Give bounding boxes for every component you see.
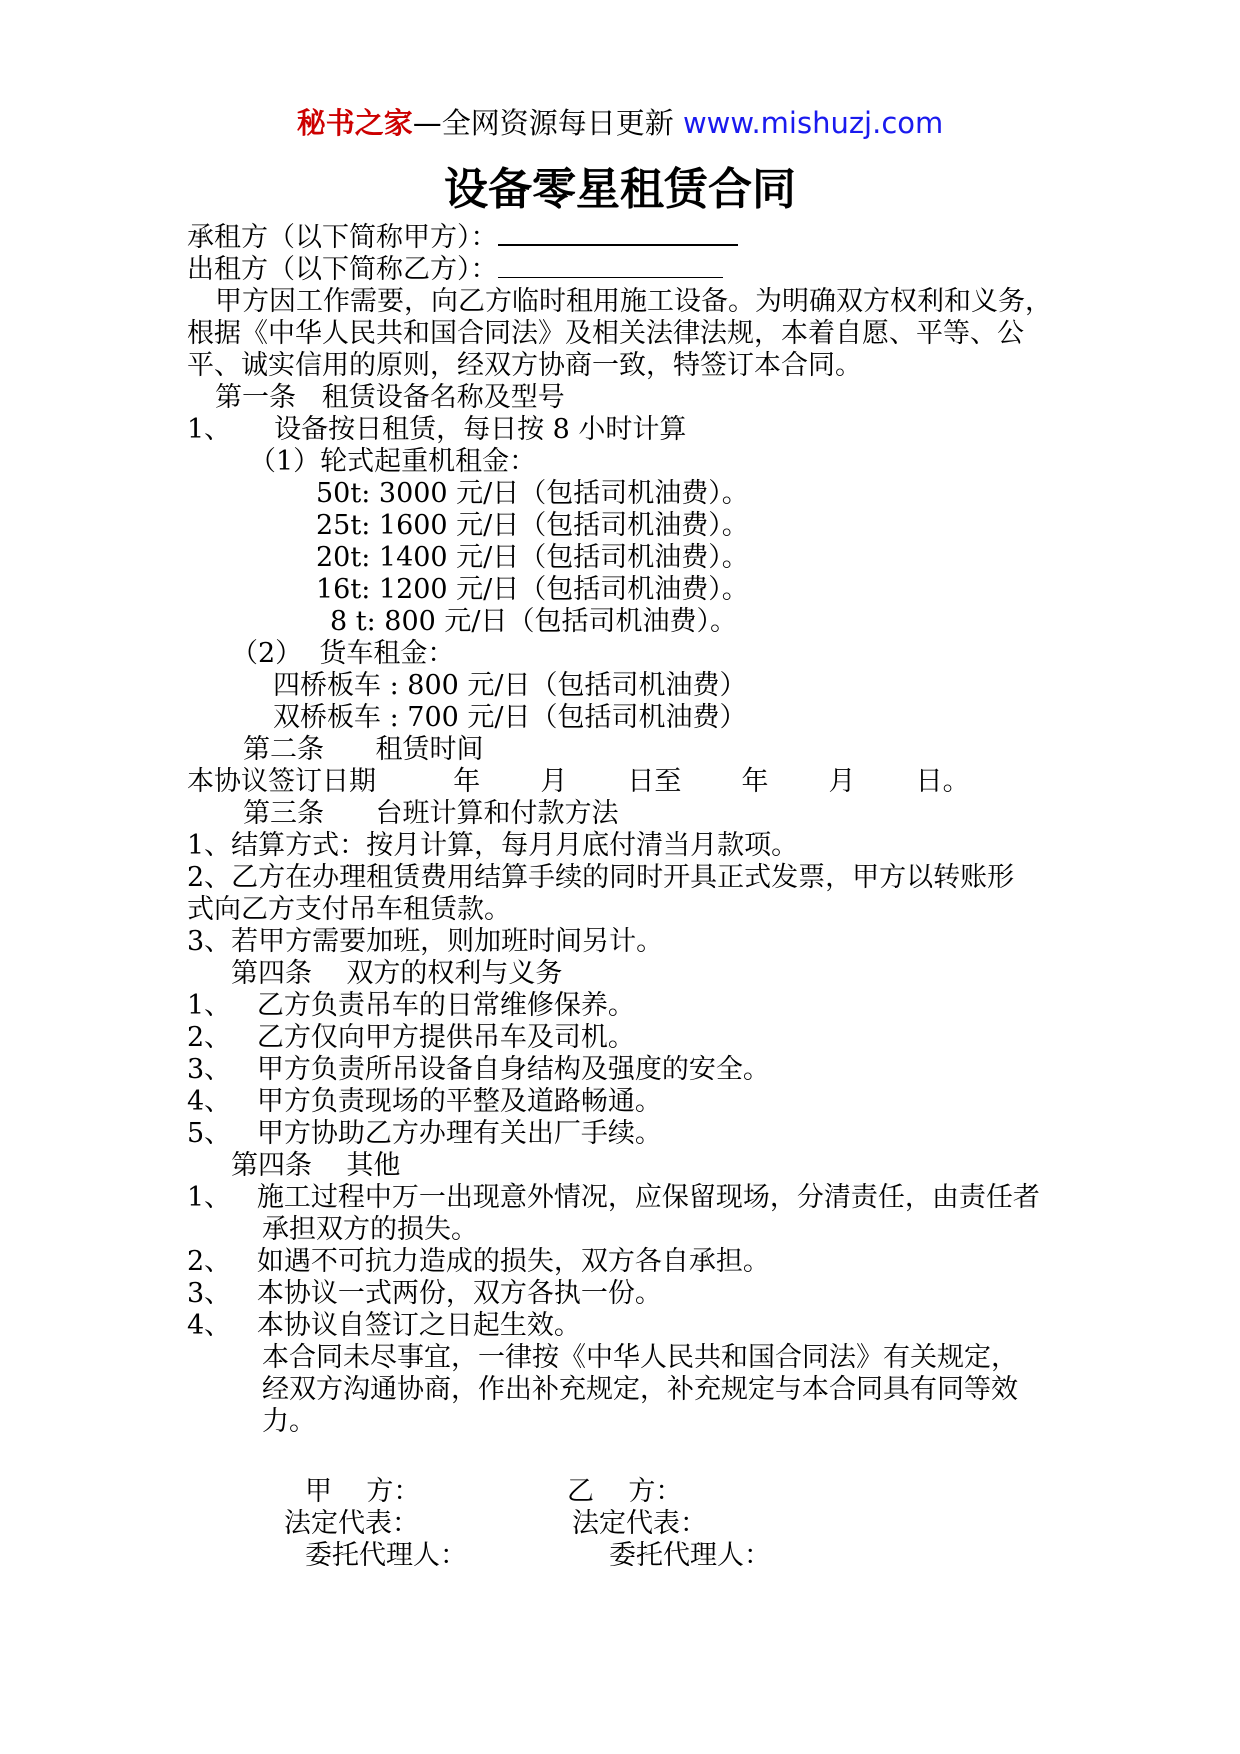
other-item: 4、 本协议自签订之日起生效。	[187, 1310, 581, 1341]
truck-rate: 双桥板车 : 700 元/日（包括司机油费）	[273, 702, 747, 733]
other-item: 2、 如遇不可抗力造成的损失，双方各自承担。	[187, 1246, 770, 1277]
obligation-item: 5、 甲方协助乙方办理有关出厂手续。	[187, 1118, 662, 1149]
article-2-heading: 第二条 租赁时间	[243, 734, 484, 765]
party-a-agent: 委托代理人：	[305, 1540, 467, 1571]
article-1-heading: 第一条 租赁设备名称及型号	[215, 382, 565, 413]
obligation-item: 2、 乙方仅向甲方提供吊车及司机。	[187, 1022, 635, 1053]
closing-line: 力。	[262, 1406, 316, 1437]
lessee-line	[187, 222, 738, 254]
closing-line: 本合同未尽事宜，一律按《中华人民共和国合同法》有关规定，	[262, 1342, 1018, 1373]
crane-rate: 20t: 1400 元/日（包括司机油费）。	[316, 542, 749, 573]
lessor-line	[187, 254, 723, 286]
crane-rate: 25t: 1600 元/日（包括司机油费）。	[316, 510, 749, 541]
article-1-item: 1、 设备按日租赁，每日按 8 小时计算	[187, 414, 687, 445]
party-b-agent: 委托代理人：	[609, 1540, 771, 1571]
article-4-heading: 第四条 双方的权利与义务	[231, 958, 563, 989]
lessor-blank	[498, 255, 723, 278]
other-item: 3、 本协议一式两份，双方各执一份。	[187, 1278, 662, 1309]
crane-rate: 50t: 3000 元/日（包括司机油费）。	[316, 478, 749, 509]
obligation-item: 3、 甲方负责所吊设备自身结构及强度的安全。	[187, 1054, 770, 1085]
party-a-legal-rep: 法定代表：	[284, 1508, 419, 1539]
crane-rate: 16t: 1200 元/日（包括司机油费）。	[316, 574, 749, 605]
lessor-label: 出租方（以下简称乙方）：	[187, 254, 498, 285]
intro-line: 平、诚实信用的原则，经双方协商一致，特签订本合同。	[187, 350, 862, 381]
party-b-legal-rep: 法定代表：	[572, 1508, 707, 1539]
site-tagline: —全网资源每日更新	[412, 106, 683, 140]
obligation-item: 1、 乙方负责吊车的日常维修保养。	[187, 990, 635, 1021]
site-brand: 秘书之家	[296, 106, 413, 140]
other-item-continued: 承担双方的损失。	[262, 1214, 478, 1245]
other-item: 1、 施工过程中万一出现意外情况，应保留现场，分清责任，由责任者	[187, 1182, 1040, 1213]
payment-line: 式向乙方支付吊车租赁款。	[187, 894, 511, 925]
intro-line: 甲方因工作需要，向乙方临时租用施工设备。为明确双方权利和义务，	[215, 286, 1052, 317]
lessee-blank	[498, 222, 738, 246]
site-url[interactable]: www.mishuzj.com	[682, 106, 944, 140]
intro-line: 根据《中华人民共和国合同法》及相关法律法规，本着自愿、平等、公	[187, 318, 1024, 349]
lessee-label: 承租方（以下简称甲方）：	[187, 222, 498, 253]
rental-period: 本协议签订日期 年 月 日至 年 月 日。	[187, 766, 970, 797]
closing-line: 经双方沟通协商，作出补充规定，补充规定与本合同具有同等效	[262, 1374, 1018, 1405]
truck-rent-heading: （2） 货车租金：	[231, 638, 455, 669]
obligation-item: 4、 甲方负责现场的平整及道路畅通。	[187, 1086, 662, 1117]
article-5-heading: 第四条 其他	[231, 1150, 401, 1181]
crane-rent-heading: （1）轮式起重机租金：	[249, 446, 537, 477]
site-header	[0, 103, 1240, 143]
truck-rate: 四桥板车 : 800 元/日（包括司机油费）	[273, 670, 747, 701]
party-a-signature: 甲 方：	[305, 1476, 421, 1507]
payment-line: 3、若甲方需要加班，则加班时间另计。	[187, 926, 664, 957]
payment-line: 2、乙方在办理租赁费用结算手续的同时开具正式发票，甲方以转账形	[187, 862, 1015, 893]
party-b-signature: 乙 方：	[567, 1476, 683, 1507]
document-title: 设备零星租赁合同	[444, 164, 796, 215]
crane-rate: 8 t: 800 元/日（包括司机油费）。	[330, 606, 738, 637]
payment-line: 1、结算方式：按月计算，每月月底付清当月款项。	[187, 830, 799, 861]
article-3-heading: 第三条 台班计算和付款方法	[243, 798, 619, 829]
